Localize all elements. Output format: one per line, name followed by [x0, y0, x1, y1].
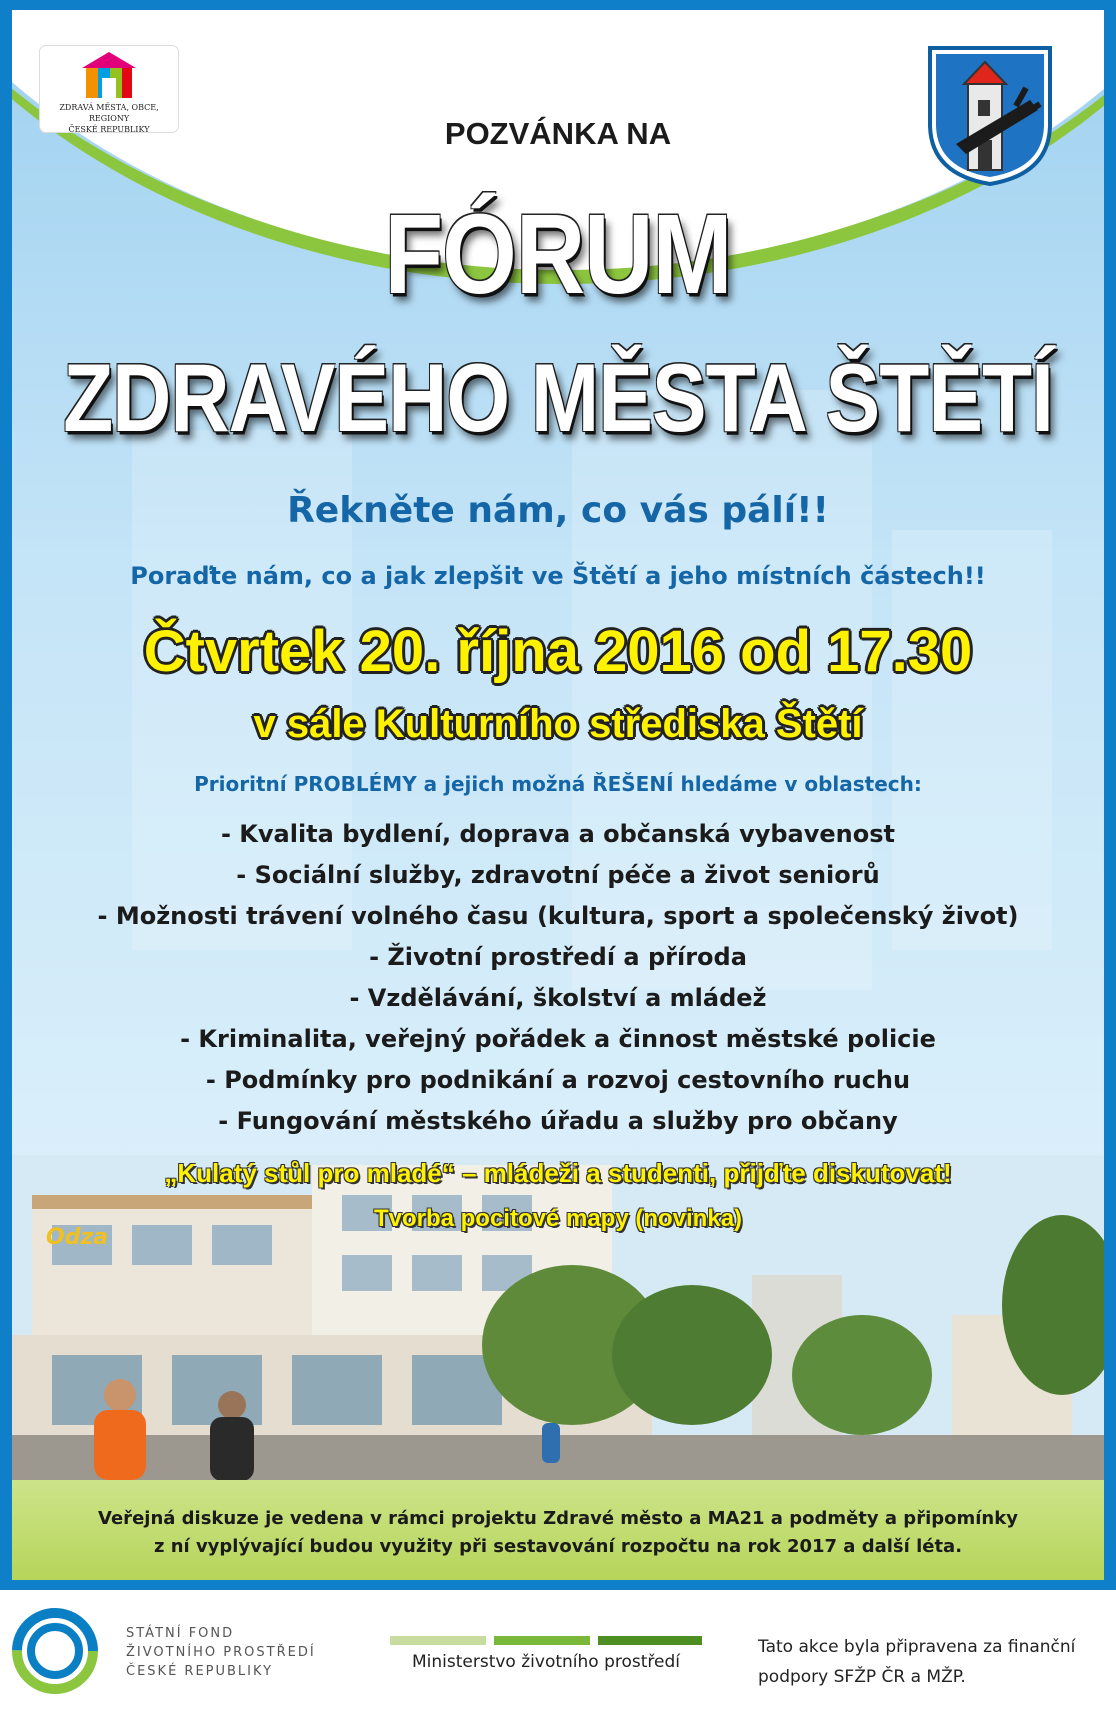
list-item: - Vzdělávání, školství a mládež [349, 984, 767, 1012]
sfzp-logo-icon [12, 1608, 98, 1694]
ministry-bar [598, 1636, 702, 1645]
support-line: podpory SFŽP ČR a MŽP. [758, 1667, 966, 1687]
title-healthy-town: ZDRAVÉHO MĚSTA ŠTĚTÍ [63, 344, 1053, 453]
list-item: - Podmínky pro podnikání a rozvoj cestovního ruchu [205, 1066, 911, 1094]
invitation-label: POZVÁNKA NA [444, 116, 672, 151]
sfzp-name-line: ČESKÉ REPUBLIKY [126, 1664, 274, 1679]
subline-advise-us: Poraďte nám, co a jak zlepšit ve Štětí a jeho místních částech!! [130, 562, 986, 590]
sfzp-name-line: STÁTNÍ FOND [126, 1626, 235, 1641]
ministry-bar [494, 1636, 590, 1645]
shop-sign: Odza [46, 1225, 109, 1250]
support-statement [758, 1632, 1098, 1692]
list-item: - Sociální služby, zdravotní péče a život seniorů [236, 861, 880, 889]
priorities-list [0, 814, 1116, 1142]
youth-round-table: „Kulatý stůl pro mladé“ – mládeži a studenti, přijďte diskutovat! [164, 1158, 952, 1188]
house-logo-icon [80, 50, 138, 100]
project-note-line: Veřejná diskuze je vedena v rámci projektu Zdravé město a MA21 a podměty a připomínky [98, 1508, 1018, 1529]
list-item: - Kvalita bydlení, doprava a občanská vybavenost [220, 820, 896, 848]
ministry-name: Ministerstvo životního prostředí [411, 1652, 680, 1672]
project-note-line: z ní vyplývající budou využity při sestavování rozpočtu na rok 2017 a další léta. [153, 1536, 963, 1557]
event-date: Čtvrtek 20. října 2016 od 17.30 [143, 619, 973, 684]
feeling-map-note: Tvorba pocitové mapy (novinka) [373, 1205, 743, 1232]
logo-text-line: ZDRAVÁ MĚSTA, OBCE, REGIONY [59, 103, 159, 123]
list-item: - Možnosti trávení volného času (kultura, sport a společenský život) [97, 902, 1019, 930]
priorities-intro: Prioritní PROBLÉMY a jejich možná ŘEŠENÍ hledáme v oblastech: [194, 772, 922, 796]
ministry-logo-bars [390, 1636, 702, 1645]
headline-tell-us: Řekněte nám, co vás pálí!! [287, 490, 829, 531]
town-crest-icon [926, 44, 1054, 186]
sponsor-footer [0, 1590, 1116, 1712]
support-line: Tato akce byla připravena za finanční [758, 1637, 1076, 1657]
event-place: v sále Kulturního střediska Štětí [253, 702, 863, 746]
list-item: - Životní prostředí a příroda [369, 943, 747, 971]
list-item: - Kriminalita, veřejný pořádek a činnost městské policie [180, 1025, 936, 1053]
sfzp-name [126, 1624, 316, 1681]
sfzp-name-line: ŽIVOTNÍHO PROSTŘEDÍ [126, 1645, 316, 1660]
title-forum: FÓRUM [384, 191, 732, 318]
list-item: - Fungování městského úřadu a služby pro občany [218, 1107, 898, 1135]
logo-text-line: ČESKÉ REPUBLIKY [68, 125, 150, 134]
project-note [12, 1505, 1104, 1561]
ministry-bar [390, 1636, 486, 1645]
